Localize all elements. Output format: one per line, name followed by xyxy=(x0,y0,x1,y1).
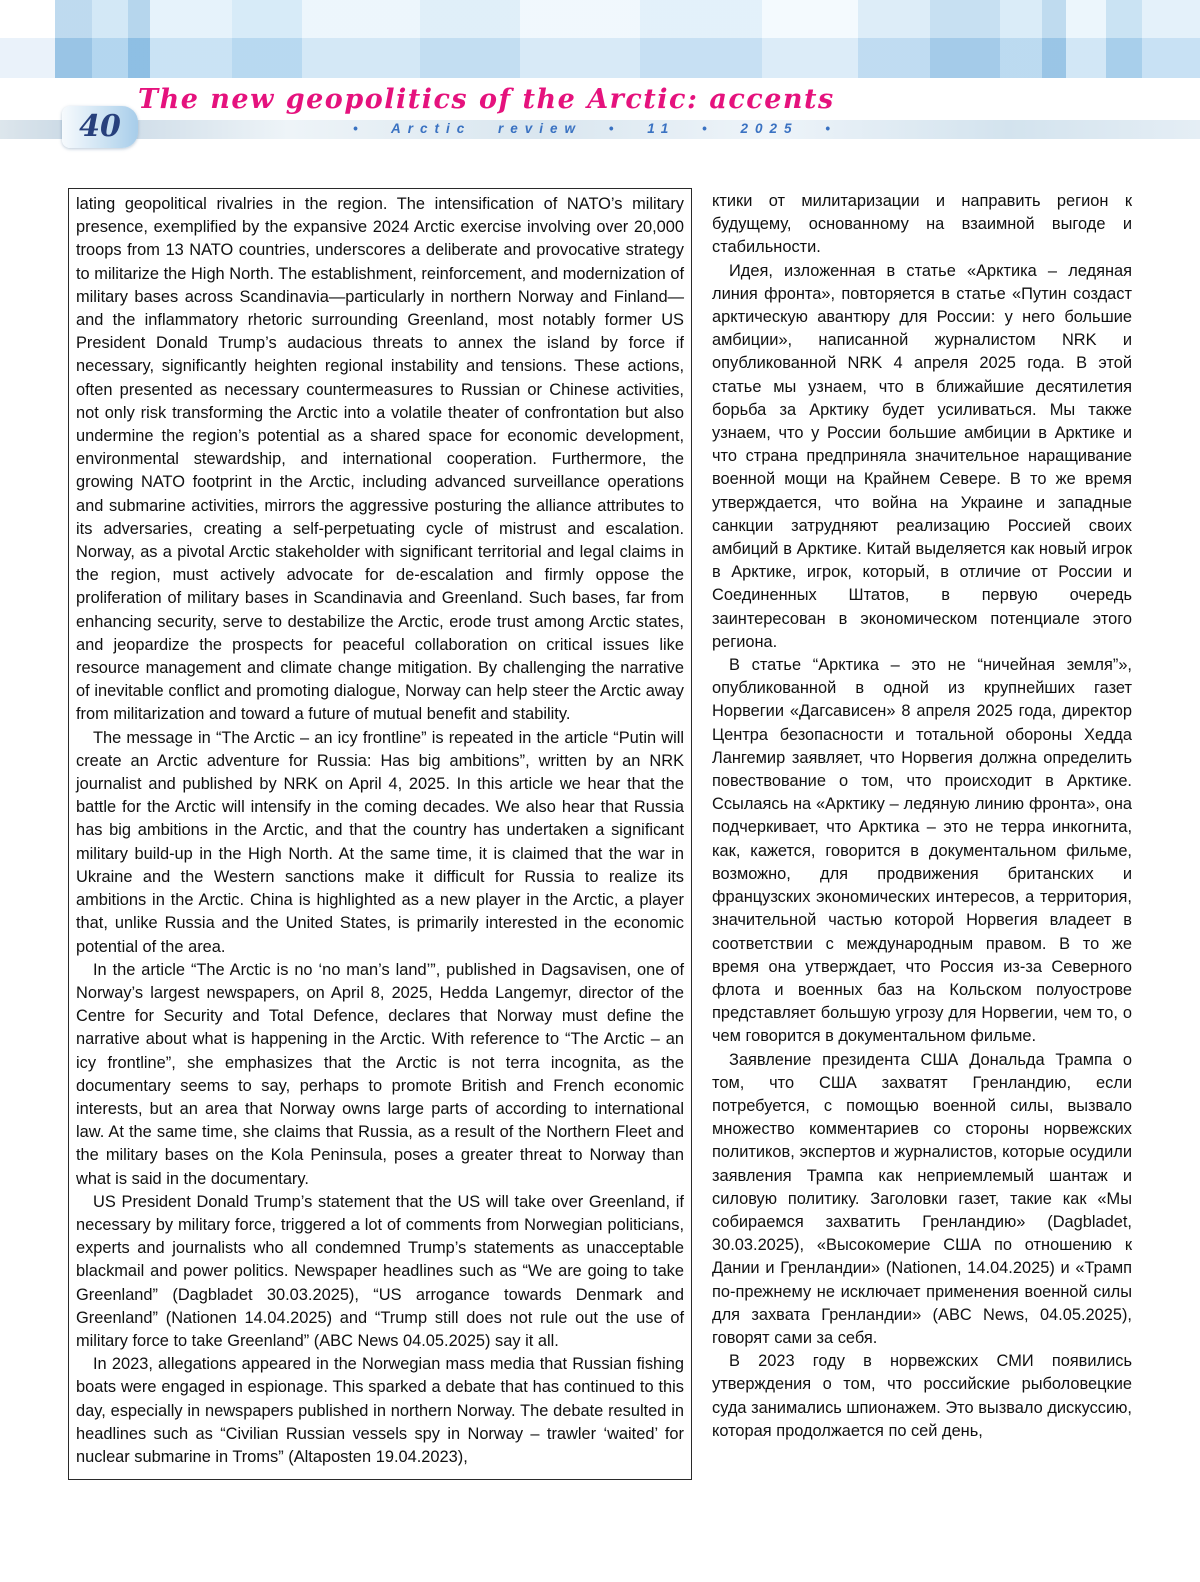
paragraph: In 2023, allegations appeared in the Norwegian mass media that Russian fishing boats were engaged in espionage. This sparked a debate that has continued to this day, especially in newspapers published in northern Norway. The debate resulted in headlines such as “Civilian Russian vessels spy in Norway – trawler ‘waited’ for nuclear submarine in Troms” (Altaposten 19.04.2023), xyxy=(76,1355,684,1466)
paragraph: Заявление президента США Дональда Трампа о том, что США захватят Гренландию, если потребуется, с помощью военной силы, вызвало множество комментариев со стороны норвежских политиков, экспертов и журналистов, которые осудили заявления Трампа как неприемлемый шантаж и силовую политику. Заголовки газет, такие как «Мы собираемся захватить Гренландию» (Dagbladet, 30.03.2025), «Высокомерие США по отношению к Дании и Гренландии» (Nationen, 14.04.2025) и «Трамп по-прежнему не исключает применения военной силы для захвата Гренландии» (ABC News, 04.05.2025), говорят сами за себя. xyxy=(712,1050,1132,1347)
article-title: The new geopolitics of the Arctic: accents xyxy=(138,84,835,115)
right-column-russian xyxy=(712,188,1132,1443)
paragraph: В статье “Арктика – это не “ничейная земля”», опубликованной в одной из крупнейших газет Норвегии «Дагсависен» 8 апреля 2025 года, директор Центра безопасности и тотальной обороны Хедда Лангемир заявляет, что Норвегия должна определить повествование о том, что происходит в Арктике. Ссылаясь на «Арктику – ледяную линию фронта», она подчеркивает, что Арктика – это не терра инкогнита, как, кажется, говорится в документальном фильме, возможно, для продвижения британских и французских экономических интересов, а территория, значительной частью которой Норвегия владеет в соответствии с международным правом. В то же время она утверждает, что Россия из-за Северного флота и военных баз на Кольском полуострове представляет большую угрозу для Норвегии, чем то, о чем говорится в документальном фильме. xyxy=(712,656,1132,1046)
paragraph: US President Donald Trump’s statement that the US will take over Greenland, if necessary by military force, triggered a lot of comments from Norwegian politicians, experts and journalists who all condemned Trump’s statements as unacceptable blackmail and power politics. Newspaper headlines such as “We are going to take Greenland” (Dagbladet 30.03.2025), “US arrogance towards Denmark and Greenland” (Nationen 14.04.2025) and “Trump still does not rule out the use of military force to take Greenland” (ABC News 04.05.2025) say it all. xyxy=(76,1192,684,1350)
header-decoration-band xyxy=(0,0,1200,78)
paragraph: В 2023 году в норвежских СМИ появились утверждения о том, что российские рыболовецкие суда занимались шпионажем. Это вызвало дискуссию, которая продолжается по сей день, xyxy=(712,1352,1132,1440)
journal-header-line: • Arctic review • 11 • 2025 • xyxy=(352,121,837,136)
paragraph: The message in “The Arctic – an icy frontline” is repeated in the article “Putin will create an Arctic adventure for Russia: Has big ambitions”, written by an NRK journalist and published by NRK on April 4, 2025. In this article we hear that the battle for the Arctic will intensify in the coming decades. We also hear that Russia has big ambitions in the Arctic, and that the country has undertaken a significant military build-up in the High North. At the same time, it is claimed that the war in Ukraine and the Western sanctions make it difficult for Russia to realize its ambitions in the Arctic. China is highlighted as a new player in the Arctic, a player that, unlike Russia and the United States, is primarily interested in the economic potential of the area. xyxy=(76,728,684,956)
page-number: 40 xyxy=(79,109,121,144)
two-column-body xyxy=(68,188,1132,1480)
paragraph: Идея, изложенная в статье «Арктика – ледяная линия фронта», повторяется в статье «Путин создаст арктическую авантюру для России: у него большие амбиции», написанной журналистом NRK и опубликованной NRK 4 апреля 2025 года. В этой статье мы узнаем, что в ближайшие десятилетия борьба за Арктику будет усиливаться. Мы также узнаем, что у России большие амбиции в Арктике и что страна предприняла значительное наращивание военной мощи на Крайнем Севере. В то же время утверждается, что война на Украине и западные санкции затрудняют реализацию Россией своих амбиций в Арктике. Китай выделяется как новый игрок в Арктике, игрок, который, в отличие от России и Соединенных Штатов, в первую очередь заинтересован в экономическом потенциале этого региона. xyxy=(712,261,1132,651)
left-column-english xyxy=(68,188,692,1480)
paragraph: In the article “The Arctic is no ‘no man’s land’”, published in Dagsavisen, one of Norway’s largest newspapers, on April 8, 2025, Hedda Langemyr, director of the Centre for Security and Total Defence, declares that Norway must define the narrative about what is happening in the Arctic. With reference to “The Arctic – an icy frontline”, she emphasizes that the Arctic is not terra incognita, as the documentary seems to say, perhaps to promote British and French economic interests, but an area that Norway owns large parts of according to international law. At the same time, she claims that Russia, as a result of the Northern Fleet and the military bases on the Kola Peninsula, poses a greater threat to Norway than what is said in the documentary. xyxy=(76,960,684,1188)
paragraph: lating geopolitical rivalries in the region. The intensification of NATO’s military presence, exemplified by the expansive 2024 Arctic exercise involving over 20,000 troops from 13 NATO countries, underscores a deliberate and provocative strategy to militarize the High North. The establishment, reinforcement, and modernization of military bases across Scandinavia—particularly in northern Norway and Finland—and the inflammatory rhetoric surrounding Greenland, most notably former US President Donald Trump’s audacious threats to annex the island by force if necessary, significantly heighten regional instability and tensions. These actions, often presented as necessary countermeasures to Russian or Chinese activities, not only risk transforming the Arctic into a volatile theater of confrontation but also undermine the region’s potential as a shared space for economic development, environmental stewardship, and international cooperation. Furthermore, the growing NATO footprint in the Arctic, including advanced surveillance operations and submarine activities, mirrors the aggressive posturing the alliance attributes to its adversaries, creating a self-perpetuating cycle of mistrust and escalation. Norway, as a pivotal Arctic stakeholder with significant territorial and legal claims in the region, must actively advocate for de-escalation and firmly oppose the proliferation of military bases in Scandinavia and Greenland. Such bases, far from enhancing security, serve to destabilize the Arctic, erode trust among Arctic states, and jeopardize the prospects for peaceful collaboration on critical issues like resource management and climate change mitigation. By challenging the narrative of inevitable conflict and promoting dialogue, Norway can help steer the Arctic away from militarization and toward a future of mutual benefit and stability. xyxy=(76,195,684,724)
paragraph: ктики от милитаризации и направить регион к будущему, основанному на взаимной выгоде и стабильности. xyxy=(712,192,1132,257)
